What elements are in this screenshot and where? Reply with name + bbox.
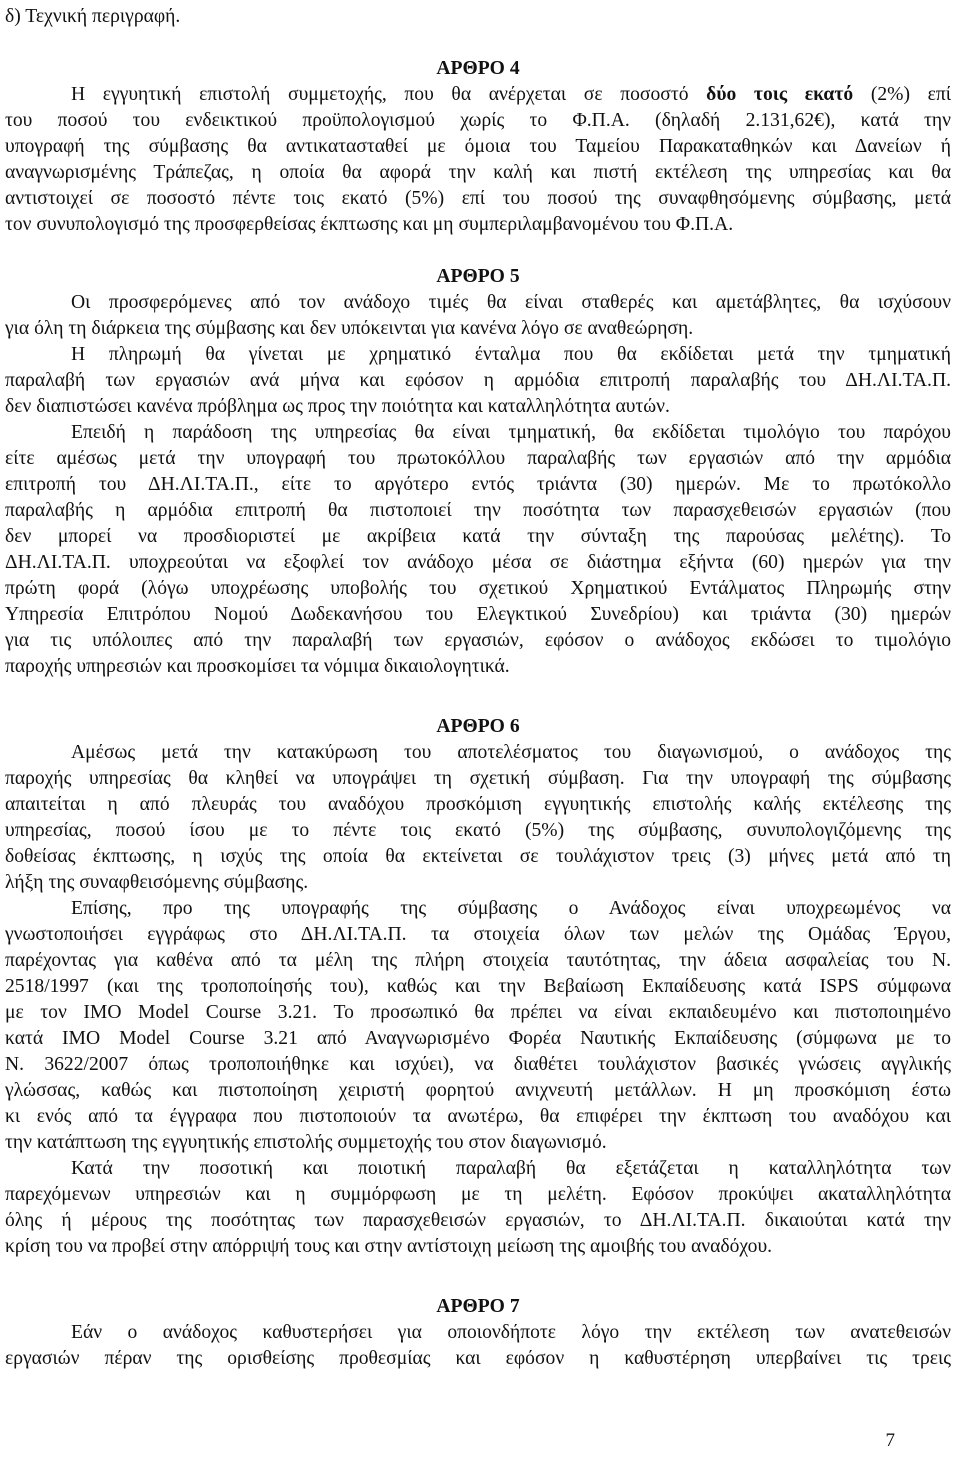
article-7-line: Εάν ο ανάδοχος καθυστερήσει για οποιονδήποτε λόγο την εκτέλεση των ανατεθεισών xyxy=(71,1322,951,1343)
article-7-heading: ΑΡΘΡΟ 7 xyxy=(436,1296,520,1317)
article-6-line: όλης ή μέρους της ποσότητας των παρασχεθεισών εργασιών, το ΔΗ.ΛΙ.ΤΑ.Π. δικαιούται κατά την xyxy=(5,1210,951,1231)
article-5-line: για τις υπόλοιπες από την παραλαβή των εργασιών, εφόσον ο ανάδοχος εκδώσει το τιμολόγιο xyxy=(5,630,951,651)
article-5-line: Υπηρεσία Επιτρόπου Νομού Δωδεκανήσου του Ελεγκτικού Συνεδρίου) και τριάντα (30) ημερών xyxy=(5,604,951,625)
article-6-line: κι ενός από τα έγγραφα που πιστοποιούν τα ανωτέρω, θα επιφέρει την έκπτωση του αναδόχου και xyxy=(5,1106,951,1127)
article-6-line: δοθείσας έκπτωσης, η ισχύς της οποία θα εκτείνεται σε τουλάχιστον τρεις (3) μήνες μετά από τη xyxy=(5,846,951,867)
article-4-heading: ΑΡΘΡΟ 4 xyxy=(436,58,520,79)
article-5-line: δεν διαπιστώσει κανένα πρόβλημα ως προς την ποιότητα και καταλληλότητα αυτών. xyxy=(5,396,670,417)
article-5-line: Η πληρωμή θα γίνεται με χρηματικό ένταλμα που θα εκδίδεται μετά την τμηματική xyxy=(71,344,951,365)
article-4-line: του ποσού του ενδεικτικού προϋπολογισμού χωρίς το Φ.Π.Α. (δηλαδή 2.131,62€), κατά την xyxy=(5,110,951,131)
article-5-line: δεν μπορεί να προσδιοριστεί με ακρίβεια κατά την σύνταξη της παρούσας μελέτης). Το xyxy=(5,526,951,547)
article-5-line: πρώτη φορά (λόγω υποχρέωσης υποβολής του σχετικού Χρηματικού Εντάλματος Πληρωμής στην xyxy=(5,578,951,599)
article-5-line: παροχής υπηρεσιών και προσκομίσει τα νόμιμα δικαιολογητικά. xyxy=(5,656,510,677)
page-number: 7 xyxy=(885,1430,895,1451)
article-6-line: Ν. 3622/2007 όπως τροποποιήθηκε και ισχύει), να διαθέτει τουλάχιστον βασικές γνώσεις αγγλικής xyxy=(5,1054,951,1075)
article-4-line: αντιστοιχεί σε ποσοστό πέντε τοις εκατό (5%) επί του ποσού της συναφθησόμενης σύμβασης, μετά xyxy=(5,188,951,209)
article-6-line: με τον IMO Model Course 3.21. Το προσωπικό θα πρέπει να είναι εκπαιδευμένο και πιστοποιημένο xyxy=(5,1002,951,1023)
article-4-line: Η εγγυητική επιστολή συμμετοχής, που θα ανέρχεται σε ποσοστό δύο τοις εκατό (2%) επί xyxy=(71,84,952,105)
article-5-line: επιτροπή του ΔΗ.ΛΙ.ΤΑ.Π., είτε το αργότερο εντός τριάντα (30) ημερών. Με το πρωτόκολλο xyxy=(5,474,951,495)
article-6-line: κρίση του να προβεί στην απόρριψή τους και στην αντίστοιχη μείωση της αμοιβής του αναδόχου. xyxy=(5,1236,773,1257)
article-6-line: 2518/1997 (και της τροποποίησής του), καθώς και την Βεβαίωση Εκπαίδευσης κατά ISPS σύμφωνα xyxy=(5,976,951,997)
article-6-line: λήξη της συναφθεισόμενης σύμβασης. xyxy=(5,872,309,893)
article-6-line: απαιτείται η από πλευράς του αναδόχου προσκόμιση εγγυητικής επιστολής καλής εκτέλεσης της xyxy=(5,794,951,815)
article-6-line: υπηρεσίας, ποσού ίσου με το πέντε τοις εκατό (5%) της σύμβασης, συνυπολογιζόμενης της xyxy=(5,820,951,841)
article-4-line: υπογραφή της σύμβασης θα αντικατασταθεί με όμοια του Ταμείου Παρακαταθηκών και Δανείων ή xyxy=(5,136,951,157)
article-6-line: παρεχόμενων υπηρεσιών και η συμμόρφωση με τη μελέτη. Εφόσον προκύψει ακαταλληλότητα xyxy=(5,1184,951,1205)
article-6-heading: ΑΡΘΡΟ 6 xyxy=(436,716,520,737)
article-5-line: παραλαβής η αρμόδια επιτροπή θα πιστοποιεί την ποσότητα των παρασχεθεισών εργασιών (που xyxy=(5,500,951,521)
article-5-line: Επειδή η παράδοση της υπηρεσίας θα είναι τμηματική, θα εκδίδεται τιμολόγιο του παρόχου xyxy=(71,422,951,443)
article-5-line: είτε αμέσως μετά την υπογραφή του πρωτοκόλλου παραλαβής των εργασιών από την αρμόδια xyxy=(5,448,951,469)
article-7-line: εργασιών πέραν της ορισθείσης προθεσμίας και εφόσον η καθυστέρηση υπερβαίνει τις τρεις xyxy=(5,1348,951,1369)
article-6-line: γνωστοποιήσει εγγράφως στο ΔΗ.ΛΙ.ΤΑ.Π. τα στοιχεία όλων των μελών της Ομάδας Έργου, xyxy=(5,924,951,945)
article-5-line: παραλαβή των εργασιών ανά μήνα και εφόσον η αρμόδια επιτροπή παραλαβής του ΔΗ.ΛΙ.ΤΑ.Π. xyxy=(5,370,951,391)
article-6-line: κατά IMO Model Course 3.21 από Αναγνωρισμένο Φορέα Ναυτικής Εκπαίδευσης (σύμφωνα με το xyxy=(5,1028,951,1049)
article-6-line: Επίσης, προ της υπογραφής της σύμβασης ο Ανάδοχος είναι υποχρεωμένος να xyxy=(71,898,951,919)
article-4-line: τον συνυπολογισμό της προσφερθείσας έκπτωσης και μη συμπεριλαμβανομένου του Φ.Π.Α. xyxy=(5,214,734,235)
article-5-heading: ΑΡΘΡΟ 5 xyxy=(436,266,520,287)
article-5-line: για όλη τη διάρκεια της σύμβασης και δεν υπόκεινται για κανένα λόγο σε αναθεώρηση. xyxy=(5,318,694,339)
article-6-line: Αμέσως μετά την κατακύρωση του αποτελέσματος του διαγωνισμού, ο ανάδοχος της xyxy=(71,742,951,763)
article-6-line: την κατάπτωση της εγγυητικής επιστολής συμμετοχής του στον διαγωνισμό. xyxy=(5,1132,607,1153)
article-4-line: αναγνωρισμένης Τράπεζας, η οποία θα αφορά την καλή και πιστή εκτέλεση της υπηρεσίας και θα xyxy=(5,162,951,183)
article-4-bold-text: δύο τοις εκατό xyxy=(706,84,854,105)
article-6-line: γλώσσας, καθώς και πιστοποίηση χειριστή φορητού ανιχνευτή μετάλλων. Η μη προσκόμιση έστω xyxy=(5,1080,951,1101)
article-6-line: Κατά την ποσοτική και ποιοτική παραλαβή θα εξετάζεται η καταλληλότητα των xyxy=(71,1158,951,1179)
article-5-line: Οι προσφερόμενες από τον ανάδοχο τιμές θα είναι σταθερές και αμετάβλητες, θα ισχύσουν xyxy=(71,292,951,313)
section-d-title: δ) Τεχνική περιγραφή. xyxy=(5,6,181,27)
document-page xyxy=(5,4,951,1372)
article-6-line: παροχής υπηρεσίας θα κληθεί να υπογράψει τη σχετική σύμβαση. Για την υπογραφή της σύμβασης xyxy=(5,768,951,789)
article-6-line: παρέχοντας για καθένα από τα μέλη της πλήρη στοιχεία ταυτότητας, την άδεια ασφαλείας του Ν. xyxy=(5,950,951,971)
article-5-line: ΔΗ.ΛΙ.ΤΑ.Π. υποχρεούται να εξοφλεί τον ανάδοχο μέσα σε διάστημα εξήντα (60) ημερών για την xyxy=(5,552,951,573)
